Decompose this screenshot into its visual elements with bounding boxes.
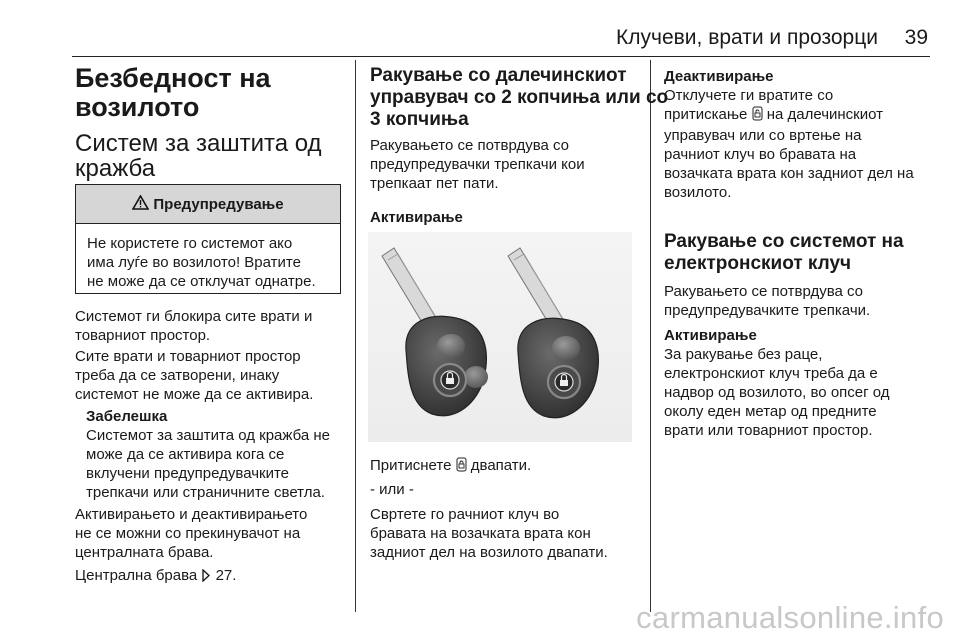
text-line: товарниот простор. <box>75 327 211 344</box>
text-line: централната брава. <box>75 544 214 561</box>
text-line: рачниот клуч во бравата на <box>664 146 857 163</box>
text-line: не се можни со прекинувачот на <box>75 525 301 542</box>
header-rule <box>72 56 930 57</box>
note <box>86 407 330 502</box>
press-instruction <box>370 456 531 477</box>
text-line: Ракувањето се потврдува со <box>664 283 864 300</box>
text-part: на далечинскиот <box>766 106 883 123</box>
reference-page: 27. <box>215 567 237 584</box>
text-line: Сите врати и товарниот простор <box>75 348 301 365</box>
warning-box <box>75 184 341 294</box>
reference-text: Централна брава <box>75 567 198 584</box>
text-line: електронскиот клуч треба да е <box>664 365 878 382</box>
section-heading <box>75 64 271 122</box>
unlock-button-icon <box>752 106 763 126</box>
note-title: Забелешка <box>86 408 168 425</box>
text-line: може да се активира кога се <box>86 446 285 463</box>
text-line: Системот за заштита од кражба не <box>86 427 330 444</box>
heading-line: електронскиот клуч <box>664 253 852 274</box>
text-line: надвор од возилото, во опсег од <box>664 384 890 401</box>
text-part: притискање <box>664 106 748 123</box>
warning-line: има луѓе во возилото! Вратите <box>87 254 301 271</box>
paragraph <box>370 136 585 193</box>
text-line: околу еден метар од предните <box>664 403 877 420</box>
text-line: бравата на возачката врата кон <box>370 525 591 542</box>
text-line: возачката врата кон задниот дел на <box>664 165 914 182</box>
section-heading <box>370 65 668 131</box>
text-line: Свртете го рачниот клуч во <box>370 506 560 523</box>
text-line: Активирањето и деактивирањето <box>75 506 308 523</box>
text-line: задниот дел на возилото двапати. <box>370 544 608 561</box>
heading-line: Ракување со далечинскиот <box>370 65 627 86</box>
text-line: За ракување без раце, <box>664 346 823 363</box>
paragraph <box>664 282 870 320</box>
column-divider-1 <box>355 60 356 612</box>
warning-header <box>76 185 340 224</box>
subsection-heading-line: кражба <box>75 155 156 182</box>
press-suffix: двапати. <box>470 457 532 474</box>
page-reference-arrow-icon <box>201 568 211 587</box>
section-heading-line: Безбедност на <box>75 63 271 93</box>
text-line: трепкачи или страничните светла. <box>86 484 325 501</box>
heading-line: 3 копчиња <box>370 109 469 130</box>
paragraph <box>75 505 307 562</box>
text-line: системот не може да се активира. <box>75 386 314 403</box>
remote-keys-illustration <box>368 232 632 442</box>
text-line: Отклучете ги вратите со <box>664 87 834 104</box>
or-text: - или - <box>370 481 414 498</box>
paragraph <box>75 307 312 345</box>
warning-line: Не користете го системот ако <box>87 235 293 252</box>
activation-title: Активирање <box>664 327 757 344</box>
text-line: вклучени предупредувачките <box>86 465 290 482</box>
heading-line: Ракување со системот на <box>664 231 904 252</box>
column-divider-2 <box>650 60 651 612</box>
subsection-heading-line: Систем за заштита од <box>75 130 322 157</box>
text-line <box>664 105 914 126</box>
paragraph <box>370 505 608 562</box>
warning-text <box>76 224 340 291</box>
text-line: управувач или со вртење на <box>664 127 862 144</box>
text-line: треба да се затворени, инаку <box>75 367 280 384</box>
paragraph <box>75 347 313 404</box>
subsection-heading <box>75 131 322 181</box>
warning-triangle-icon <box>132 195 149 214</box>
section-heading-line: возилото <box>75 92 200 122</box>
text-line: Системот ги блокира сите врати и <box>75 308 313 325</box>
watermark: carmanualsonline.info <box>636 600 944 635</box>
text-line: предупредувачките трепкачи. <box>664 302 871 319</box>
press-prefix: Притиснете <box>370 457 452 474</box>
paragraph <box>664 345 890 440</box>
cross-reference[interactable] <box>75 566 236 587</box>
text-line: трепкаат пет пати. <box>370 175 499 192</box>
warning-line: не може да се отклучат однатре. <box>87 273 316 290</box>
text-line: возилото. <box>664 184 732 201</box>
lock-button-icon <box>456 457 467 477</box>
warning-title: Предупредување <box>153 195 284 213</box>
activation-title: Активирање <box>370 209 463 226</box>
page-number: 39 <box>904 26 928 49</box>
paragraph <box>664 86 914 202</box>
text-line: Ракувањето се потврдува со <box>370 137 570 154</box>
heading-line: управувач со 2 копчиња или со <box>370 87 669 108</box>
section-heading <box>664 231 904 275</box>
text-line: врати или товарниот простор. <box>664 422 873 439</box>
text-line: предупредувачки трепкачи кои <box>370 156 585 173</box>
running-title: Клучеви, врати и прозорци <box>616 26 878 49</box>
deactivation-title: Деактивирање <box>664 68 774 85</box>
